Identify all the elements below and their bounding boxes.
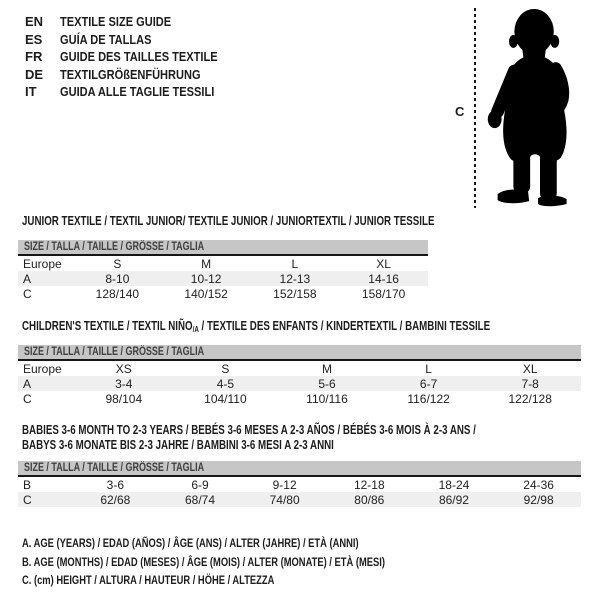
value-cell: 116/122 [407,391,450,406]
row-label-cell: A [23,376,32,391]
language-row-it [25,83,245,101]
toddler-silhouette-image [484,5,596,207]
value-cell: 14-16 [368,271,399,286]
size-bar [18,345,581,359]
junior-table-title-text: JUNIOR TEXTILE / TEXTIL JUNIOR/ TEXTILE JUNIOR / JUNIORTEXTIL / JUNIOR TESSILE [22,214,435,228]
height-measure-label: C [455,104,465,119]
table-row [18,286,428,301]
value-cell: 86/92 [438,492,469,507]
value-cell: 152/158 [273,286,317,301]
language-label: GUIDE DES TAILLES TEXTILE [60,49,218,65]
header-cell: S [221,361,230,376]
language-list [25,13,245,101]
size-bar-label: SIZE / TALLA / TAILLE / GRÖSSE / TAGLIA [24,346,205,358]
value-cell: 9-12 [272,477,297,492]
children-table-title-text [22,319,490,337]
language-row-es [25,31,245,49]
header-cell: M [201,256,212,271]
value-cell: 110/116 [306,391,348,406]
title-line-1: BABIES 3-6 MONTH TO 2-3 YEARS / BEBÉS 3-6 MESES A 2-3 AÑOS / BÉBÉS 3-6 MOIS À 2-3 ANS / [22,423,476,437]
size-bar [18,240,428,254]
footnote-c [22,571,487,590]
footnote-a [22,534,487,553]
value-cell: 8-10 [105,271,130,286]
children-size-table [18,345,581,406]
header-cell: L [425,361,432,376]
language-label: GUÍA DE TALLAS [60,31,152,47]
value-cell: 98/104 [105,391,143,406]
row-label-cell: C [23,492,32,507]
size-bar [18,461,581,475]
value-cell: 7-8 [521,376,539,391]
header-cell: L [291,256,299,271]
value-cell: 6-9 [191,477,209,492]
value-cell: 74/80 [269,492,300,507]
size-bar-label: SIZE / TALLA / TAILLE / GRÖSSE / TAGLIA [24,241,205,253]
language-label: GUIDA ALLE TAGLIE TESSILI [60,84,215,100]
value-cell: 18-24 [438,477,470,492]
header-cell: XL [522,361,538,376]
value-cell: 12-18 [353,477,385,492]
footnote-b [22,553,487,572]
junior-size-table [18,240,428,301]
row-label-cell: A [23,271,32,286]
value-cell: 122/128 [508,391,552,406]
value-cell: 3-6 [106,477,124,492]
language-code: ES [25,31,43,47]
size-bar-label: SIZE / TALLA / TAILLE / GRÖSSE / TAGLIA [24,462,205,474]
children-table-title [22,319,600,337]
header-cell: M [321,361,332,376]
value-cell: 68/74 [184,492,215,507]
babies-table-title [22,423,600,453]
row-label-cell: B [23,477,32,492]
value-cell: 62/68 [100,492,131,507]
language-code: DE [25,66,44,82]
table-row [18,376,581,391]
language-label: TEXTILE SIZE GUIDE [60,14,172,30]
language-code: EN [25,14,44,30]
footnote-c-text: C. (cm) HEIGHT / ALTURA / HAUTEUR / HÖHE / ALTEZZA [22,573,275,587]
footnote-a-text: A. AGE (YEARS) / EDAD (AÑOS) / ÂGE (ANS) / ALTER (JAHRE) / ETÀ (ANNI) [22,536,359,550]
value-cell: 80/86 [354,492,385,507]
title-line-2: BABYS 3-6 MONATE BIS 2-3 JAHRE / BAMBINI 3-6 MESI A 2-3 ANNI [22,438,334,452]
language-code: FR [25,49,43,65]
value-cell: 10-12 [190,271,222,286]
junior-table-grid [18,256,428,301]
table-row [18,492,581,507]
row-label-cell: C [23,286,32,301]
babies-table-grid [18,477,581,507]
footnotes [22,534,487,590]
table-row [18,391,581,406]
language-row-de [25,66,245,84]
value-cell: 158/170 [361,286,406,301]
header-cell: Europe [23,361,62,376]
language-label: TEXTILGRÖßENFÜHRUNG [60,66,201,82]
children-table-grid [18,361,581,406]
value-cell: 24-36 [523,477,554,492]
header-cell: XL [376,256,391,271]
value-cell: 12-13 [279,271,311,286]
header-cell: Europe [23,256,62,271]
value-cell: 4-5 [216,376,235,391]
value-cell: 92/98 [523,492,554,507]
row-label-cell: C [23,391,32,406]
language-row-en [25,13,245,31]
language-code: IT [25,84,37,100]
value-cell: 140/152 [184,286,228,301]
title-text: CHILDREN'S TEXTILE / TEXTIL NIÑO [22,319,193,333]
junior-table-title [22,214,551,229]
table-header-row [18,361,581,376]
table-row [18,477,581,492]
value-cell: 5-6 [318,376,336,391]
table-row [18,271,428,286]
value-cell: 128/140 [95,286,140,301]
title-text: / TEXTILE DES ENFANTS / KINDERTEXTIL / BAMBINI TESSILE [198,319,491,333]
babies-table-title-text [22,423,476,453]
language-row-fr [25,48,245,66]
height-measure-dotted-line [474,8,476,208]
babies-size-table [18,461,581,507]
title-subscript: /A [192,325,199,334]
header-cell: S [113,256,122,271]
table-header-row [18,256,428,271]
footnote-b-text: B. AGE (MONTHS) / EDAD (MESES) / ÂGE (MOIS) / ALTER (MONATE) / ETÀ (MESI) [22,554,385,569]
value-cell: 104/110 [204,391,247,406]
header-cell: XS [115,361,132,376]
value-cell: 3-4 [115,376,133,391]
value-cell: 6-7 [419,376,438,391]
